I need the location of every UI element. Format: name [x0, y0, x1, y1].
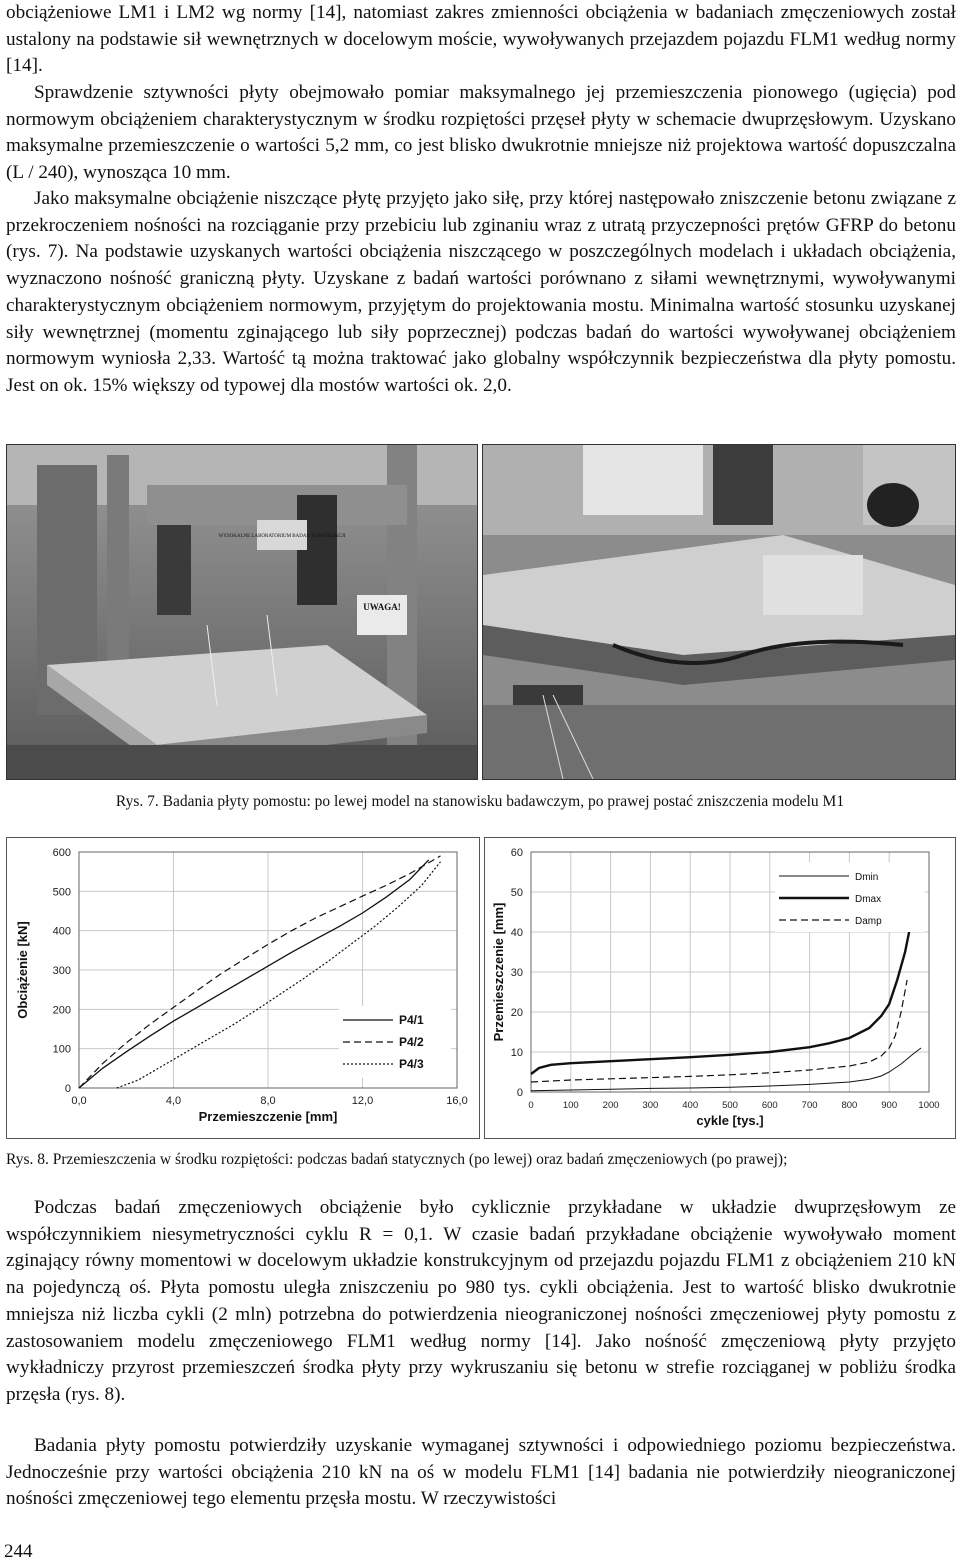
y-tick-label: 600 — [52, 847, 71, 859]
chart-fatigue-frame — [484, 837, 956, 1139]
x-tick-label: 16,0 — [446, 1095, 468, 1107]
y-axis-label: Obciążenie [kN] — [15, 921, 30, 1019]
figure8-caption: Rys. 8. Przemieszczenia w środku rozpiętości: podczas badań statycznych (po lewej) oraz badań zmęczeniowych (po prawej); — [6, 1151, 788, 1168]
x-tick-label: 4,0 — [165, 1095, 182, 1107]
y-tick-label: 200 — [52, 1004, 71, 1017]
x-tick-label: 100 — [562, 1100, 579, 1111]
y-tick-label: 300 — [52, 965, 71, 977]
y-tick-label: 0 — [516, 1087, 523, 1099]
x-axis-label: Przemieszczenie [mm] — [198, 1109, 338, 1124]
y-tick-label: 100 — [52, 1043, 71, 1056]
paragraph-continued: obciążeniowe LM1 i LM2 wg normy [14], natomiast zakres zmienności obciążenia w badaniach zmęczeniowych został ustalony na podstawie sił wewnętrznych w docelowym moście, wywoływanych przejazdem pojazdu FLM1 według normy [14]. — [6, 2, 956, 77]
legend-label: P4/2 — [399, 1035, 424, 1049]
y-tick-label: 500 — [52, 886, 71, 899]
legend-label: Dmax — [855, 894, 882, 905]
y-tick-label: 50 — [510, 887, 523, 899]
x-tick-label: 800 — [841, 1100, 858, 1111]
y-tick-label: 20 — [510, 1007, 523, 1019]
legend-label: Dmin — [855, 872, 879, 883]
x-tick-label: 0 — [528, 1100, 534, 1111]
legend-label: P4/3 — [399, 1057, 424, 1071]
chart-static-frame — [6, 837, 480, 1139]
photo-failure-mode-drawing — [483, 445, 955, 779]
x-tick-label: 300 — [642, 1100, 659, 1111]
paragraph-failure-load: Jako maksymalne obciążenie niszczące płytę przyjęto jako siłę, przy której następowało zniszczenie betonu związane z przekroczeniem nośności na rozciąganie przy przebiciu lub zginaniu wraz z utratą przyczepności prętów GFRP do betonu (rys. 7). Na podstawie uzyskanych wartości obciążenia niszczącego w poszczególnych modelach i układach obciążenia, wyznaczono nośność graniczną płyty. Uzyskane z badań wartości porównano z siłami wewnętrznymi, wywoływanymi charakterystycznym obciążeniem normowym, przyjętym do projektowania mostu. Minimalna wartość stosunku uzyskanej siły wewnętrznej (momentu zginającego lub siły poprzecznej) podczas badań do wartości wywoływanej obciążeniem normowym wyniosła 2,33. Wartość tą można traktować jako globalny współczynnik bezpieczeństwa dla płyty pomostu. Jest on ok. 15% większy od typowej dla mostów wartości ok. 2,0. — [6, 188, 956, 396]
x-tick-label: 700 — [801, 1100, 818, 1111]
x-tick-label: 400 — [682, 1100, 699, 1111]
x-tick-label: 900 — [881, 1100, 898, 1111]
x-tick-label: 200 — [602, 1100, 619, 1111]
photo-failure-mode — [482, 444, 956, 780]
y-tick-label: 40 — [510, 927, 523, 939]
chart-fatigue-displacement — [485, 838, 955, 1138]
x-tick-label: 8,0 — [260, 1095, 276, 1107]
y-axis-label: Przemieszczenie [mm] — [491, 902, 506, 1042]
page-number: 244 — [4, 1541, 33, 1562]
chart-static-load-displacement — [7, 838, 479, 1138]
sign-laboratory: WYSOKALNE LABORATORIUM BADAŃ KONSTRUKCJI — [218, 534, 346, 539]
x-tick-label: 12,0 — [351, 1095, 374, 1107]
x-tick-label: 600 — [761, 1100, 778, 1111]
y-tick-label: 400 — [52, 925, 71, 938]
x-tick-label: 500 — [722, 1100, 738, 1111]
paragraph-fatigue: Podczas badań zmęczeniowych obciążenie było cyklicznie przykładane w układzie dwuprzęsłowym ze współczynnikiem niesymetryczności cyklu R = 0,1. W czasie badań przykładane obciążenie wywoływało moment zginający równy momentowi w docelowym układzie konstrukcyjnym od przejazdu pojazdu FLM1 z obciążeniem 210 kN na pojedynczą oś. Płyta pomostu uległa zniszczeniu po 980 tys. cykli obciążenia. Jest to wartość blisko dwukrotnie mniejsza niż liczba cykli (2 mln) potrzebna do potwierdzenia nieograniczonej nośności zmęczeniowej płyty pomostu z zastosowaniem modelu zmęczeniowego FLM1 według normy [14]. Jako nośność zmęczeniową płyty przyjęto wykładniczy przyrost przemieszczeń środka płyty przy wykruszaniu się betonu w strefie rozciąganej w pobliżu środka przęsła (rys. 8). — [6, 1197, 956, 1405]
figure7-caption: Rys. 7. Badania płyty pomostu: po lewej model na stanowisku badawczym, po prawej postać zniszczenia modelu M1 — [115, 793, 845, 810]
legend-label: Damp — [855, 916, 882, 927]
x-axis-label: cykle [tys.] — [696, 1113, 764, 1128]
x-tick-label: 0,0 — [71, 1095, 87, 1107]
paragraph-conclusion: Badania płyty pomostu potwierdziły uzyskanie wymaganej sztywności i odpowiedniego poziomu bezpieczeństwa. Jednocześnie przy wartości obciążenia 210 kN na oś w modelu FLM1 [14] badania nie potwierdziły nieograniczonej nośności zmęczeniowej tego elementu przęsła mostu. W rzeczywistości — [6, 1435, 956, 1510]
legend-label: P4/1 — [399, 1013, 424, 1027]
x-tick-label: 1000 — [918, 1100, 940, 1111]
y-tick-label: 10 — [510, 1047, 523, 1059]
sign-warning: UWAGA! — [363, 602, 401, 612]
photo-test-stand-drawing — [7, 445, 477, 779]
series-line-damp — [531, 980, 907, 1082]
y-tick-label: 0 — [64, 1083, 71, 1095]
photo-test-stand — [6, 444, 478, 780]
paragraph-stiffness: Sprawdzenie sztywności płyty obejmowało pomiar maksymalnego jej przemieszczenia pionowego (ugięcia) pod normowym obciążeniem charakterystycznym w środku rozpiętości przęseł płyty w schemacie dwuprzęsłowym. Uzyskano maksymalne przemieszczenie o wartości 5,2 mm, co jest blisko dwukrotnie mniejsze niż projektowa wartość dopuszczalna (L / 240), wynosząca 10 mm. — [6, 82, 956, 184]
y-tick-label: 60 — [510, 847, 523, 859]
y-tick-label: 30 — [510, 967, 523, 979]
